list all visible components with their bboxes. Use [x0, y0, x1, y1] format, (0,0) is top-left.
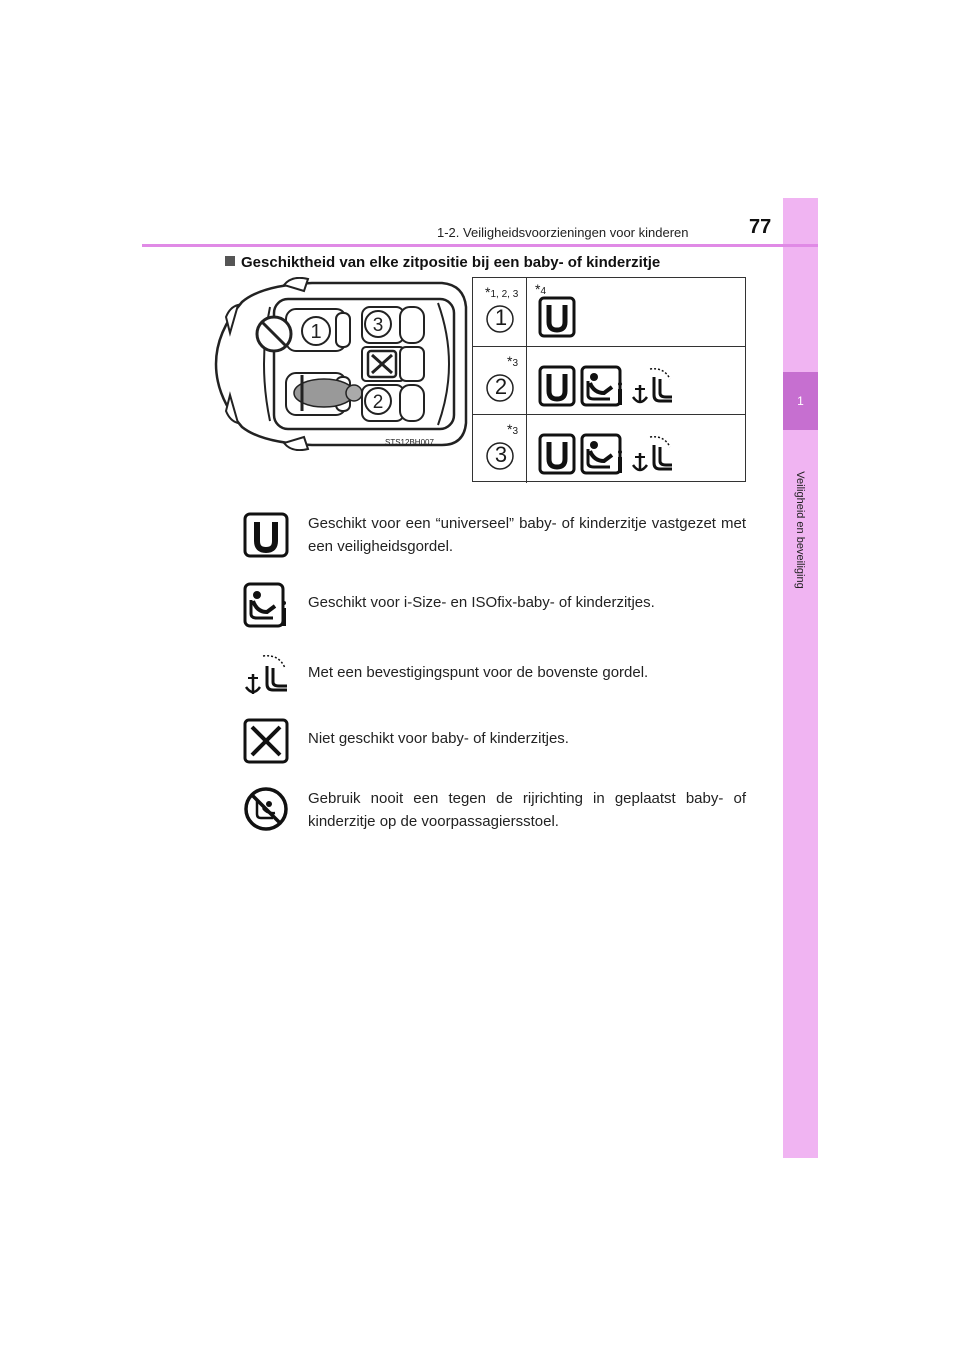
seat-label-2: 2 — [372, 392, 384, 413]
chapter-number: 1 — [783, 372, 818, 430]
legend-text: Geschikt voor een “universeel” baby- of kinderzitje vastgezet met een veiligheidsgordel. — [308, 515, 746, 555]
legend-item — [243, 718, 753, 768]
legend-text: Geschikt voor i-Size- en ISOfix-baby- of kinderzitjes. — [308, 594, 655, 611]
chapter-side-tab — [783, 198, 818, 1158]
universal-u-icon — [243, 512, 289, 558]
seat-icons — [538, 296, 576, 338]
legend-item — [243, 652, 753, 702]
seat-number: 1 — [494, 305, 508, 330]
isofix-seat-icon — [580, 365, 626, 407]
seat-label-3: 3 — [372, 315, 384, 336]
seat-number-circle-icon — [485, 373, 515, 403]
seat-number: 3 — [494, 442, 508, 467]
legend-text: Met een bevestigingspunt voor de bovenste gordel. — [308, 664, 649, 681]
isofix-seat-icon — [580, 433, 626, 475]
isofix-seat-icon — [243, 582, 289, 628]
universal-u-icon — [538, 433, 576, 475]
chapter-label: Veiligheid en beveiliging — [794, 471, 806, 589]
figure-code: STS12BH007 — [385, 438, 434, 447]
seat-number-circle-icon — [485, 304, 515, 334]
section-heading-text: Geschiktheid van elke zitpositie bij een baby- of kinderzitje — [241, 254, 661, 271]
no-rear-facing-seat-icon — [243, 786, 289, 832]
top-tether-anchor-icon — [630, 433, 674, 475]
legend-item — [243, 512, 753, 562]
icon-note: *4 — [535, 281, 547, 297]
table-row — [473, 414, 745, 483]
table-row — [473, 278, 745, 346]
legend-text: Niet geschikt voor baby- of kinderzitjes. — [308, 730, 569, 747]
heading-bullet-icon — [225, 256, 235, 266]
header-rule — [142, 244, 818, 247]
not-suitable-x-icon — [243, 718, 289, 764]
universal-u-icon — [538, 365, 576, 407]
top-tether-anchor-icon — [243, 652, 289, 698]
section-heading — [225, 254, 660, 271]
seat-number-circle-icon — [485, 441, 515, 471]
seat-label-1: 1 — [310, 321, 322, 343]
seat-note: *1, 2, 3 — [485, 284, 519, 300]
seat-number: 2 — [494, 374, 508, 399]
seat-suitability-table — [472, 277, 746, 482]
car-seating-diagram — [212, 277, 470, 451]
universal-u-icon — [538, 296, 576, 338]
legend-item — [243, 786, 753, 836]
seat-number-cell — [473, 415, 527, 483]
seat-note: *3 — [507, 421, 519, 437]
legend-item — [243, 582, 753, 632]
seat-note: *3 — [507, 353, 519, 369]
page-number: 77 — [749, 216, 772, 238]
running-header: 1-2. Veiligheidsvoorzieningen voor kinderen — [437, 225, 689, 240]
seat-icons — [538, 433, 674, 475]
seat-number-cell — [473, 347, 527, 415]
table-row — [473, 346, 745, 415]
top-tether-anchor-icon — [630, 365, 674, 407]
seat-icons — [538, 365, 674, 407]
legend-text: Gebruik nooit een tegen de rijrichting in geplaatst baby- of kinderzitje op de voorpassagiersstoel. — [308, 790, 746, 830]
seat-number-cell — [473, 278, 527, 346]
